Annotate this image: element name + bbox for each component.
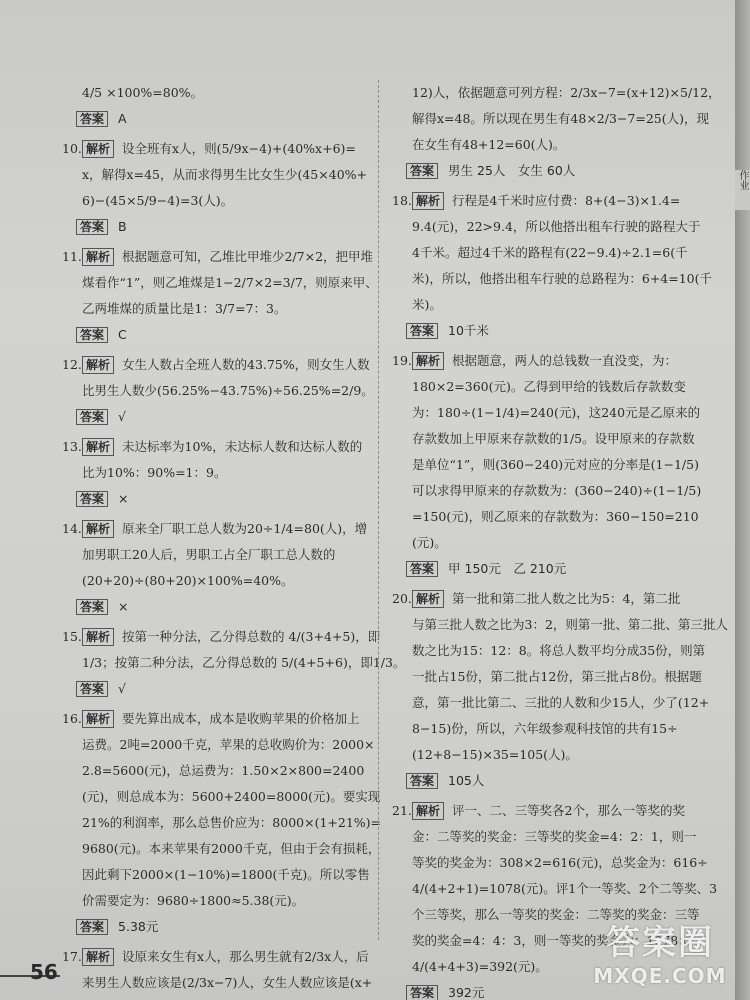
solution-line: [62, 970, 373, 996]
analysis-tag: 解析: [82, 628, 114, 646]
watermark-text-top: 答案圈: [606, 923, 714, 963]
answer-tag: 答案: [76, 219, 108, 235]
answer-value: 392元: [448, 985, 485, 1000]
solution-line: [62, 758, 365, 784]
answer-value: 10千米: [448, 323, 489, 338]
answer-tag: 答案: [76, 681, 108, 697]
solution-line: [62, 378, 374, 404]
solution-line: [62, 460, 362, 486]
analysis-tag: 解析: [82, 248, 114, 266]
solution-text: (20+20)÷(80+20)×100%=40%。: [82, 573, 294, 588]
solution-text: 加男职工20人后，男职工占全厂职工总人数的: [82, 547, 336, 562]
left-column: [62, 80, 406, 1000]
question-number: 16.: [62, 711, 82, 726]
question-number: 14.: [62, 521, 82, 536]
solution-text: 设全班有x人，则(5/9x−4)+(40%x+6)=: [122, 141, 356, 156]
solution-item: [62, 244, 378, 348]
question-number: 11.: [62, 249, 82, 264]
answer-line: [62, 594, 362, 620]
solution-text: 180×2=360(元)。乙得到甲给的钱数后存款数变: [412, 379, 686, 394]
solution-line: [392, 266, 713, 292]
question-number: 19.: [392, 353, 412, 368]
answer-value: 甲 150元 乙 210元: [448, 561, 567, 576]
solution-line: [62, 624, 381, 650]
solution-text: 女生人数占全班人数的43.75%，则女生人数: [122, 357, 370, 372]
solution-text: (元)，则总成本为：5600+2400=8000(元)。要实现: [82, 789, 381, 804]
solution-line: [392, 850, 708, 876]
watermark-logo: [585, 915, 735, 995]
solution-line: [392, 374, 702, 400]
solution-text: x，解得x=45，从而求得男生比女生少(45×40%+: [82, 167, 367, 182]
solution-text: 因此剩下2000×(1−10%)=1800(千克)。所以零售: [82, 867, 370, 882]
answer-tag: 答案: [76, 327, 108, 343]
solution-line: [392, 504, 702, 530]
solution-line: [62, 862, 370, 888]
question-number: 13.: [62, 439, 82, 454]
solution-line: [62, 352, 370, 378]
solution-line: [62, 888, 362, 914]
side-tab: 作业: [735, 170, 750, 210]
solution-item: [62, 624, 406, 702]
column-divider: [378, 80, 379, 940]
solution-item: [62, 136, 367, 240]
analysis-tag: 解析: [412, 590, 444, 608]
solution-text: 1/3；按第二种分法，乙分得总数的 5/(4+5+6)，即1/3。: [82, 655, 406, 670]
watermark-text-bottom: MXQE.COM: [593, 964, 727, 988]
solution-text: 来男生人数应该是(2/3x−7)人，女生人数应该是(x+: [82, 975, 373, 990]
solution-line: [392, 690, 710, 716]
solution-line: [62, 542, 362, 568]
answer-line: [62, 404, 362, 430]
solution-text: (12+8−15)×35=105(人)。: [412, 747, 578, 762]
solution-item: [392, 80, 721, 184]
solution-text: 一批占15份，第二批占12份，第三批占8份。根据题: [412, 669, 702, 684]
solution-line: [62, 244, 374, 270]
solution-text: 4/(4+2+1)=1078(元)。评1个一等奖、2个二等奖、3: [412, 881, 718, 896]
solution-text: 米)，所以，他搭出租车行驶的总路程为：6+4=10(千: [412, 271, 713, 286]
solution-text: 4/(4+4+3)=392(元)。: [412, 959, 548, 974]
solution-text: 根据题意可知，乙堆比甲堆少2/7×2，把甲堆: [122, 249, 374, 264]
analysis-tag: 解析: [82, 948, 114, 966]
solution-line: [392, 612, 728, 638]
solution-line: [62, 732, 375, 758]
solution-text: 4/5 ×100%=80%。: [82, 85, 204, 100]
analysis-tag: 解析: [412, 192, 444, 210]
answer-line: [62, 914, 362, 940]
solution-item: [62, 944, 373, 996]
question-number: 20.: [392, 591, 412, 606]
solution-line: [392, 638, 706, 664]
answer-tag: 答案: [76, 111, 108, 127]
answer-tag: 答案: [406, 323, 438, 339]
solution-text: 是单位“1”，则(360−240)元对应的分率是(1−1/5): [412, 457, 699, 472]
solution-line: [62, 944, 369, 970]
solution-line: [392, 664, 702, 690]
answer-line: [392, 768, 702, 794]
solution-text: 在女生有48+12=60(人)。: [412, 137, 566, 152]
analysis-tag: 解析: [82, 520, 114, 538]
solution-text: 可以求得甲原来的存款数为：(360−240)÷(1−1/5): [412, 483, 702, 498]
solution-text: 按第一种分法，乙分得总数的 4/(3+4+5)，即: [122, 629, 381, 644]
answer-tag: 答案: [406, 985, 438, 1000]
solution-text: (元)。: [412, 535, 447, 550]
question-number: 21.: [392, 803, 412, 818]
solution-line: [392, 798, 702, 824]
solution-text: 设原来女生有x人，那么男生就有2/3x人，后: [122, 949, 369, 964]
solution-text: 与第三批人数之比为3：2，则第一批、第二批、第三批人: [412, 617, 728, 632]
solution-text: 数之比为15：12：8。将总人数平均分成35份，则第: [412, 643, 706, 658]
analysis-tag: 解析: [82, 710, 114, 728]
solution-line: [62, 188, 362, 214]
answer-value: 5.38元: [118, 919, 159, 934]
solution-text: 运费。2吨=2000千克，苹果的总收购价为：2000×: [82, 737, 375, 752]
answer-tag: 答案: [76, 409, 108, 425]
analysis-tag: 解析: [412, 352, 444, 370]
analysis-tag: 解析: [82, 438, 114, 456]
solution-text: 21%的利润率，那么总售价应为：8000×(1+21%)=: [82, 815, 382, 830]
solution-text: 等奖的奖金为：308×2=616(元)，总奖金为：616÷: [412, 855, 708, 870]
answer-value: √: [118, 681, 126, 696]
solution-text: 解得x=48。所以现在男生有48×2/3−7=25(人)，现: [412, 111, 709, 126]
solution-item: [392, 586, 728, 794]
answer-tag: 答案: [406, 163, 438, 179]
solution-line: [62, 80, 362, 106]
answer-value: ×: [118, 599, 129, 614]
solution-line: [392, 292, 702, 318]
solution-line: [62, 162, 367, 188]
solution-line: [392, 106, 709, 132]
answer-line: [62, 322, 362, 348]
solution-line: [62, 810, 382, 836]
solution-line: [62, 650, 406, 676]
solution-line: [392, 478, 702, 504]
solution-line: [392, 214, 702, 240]
solution-line: [62, 296, 362, 322]
solution-line: [392, 132, 702, 158]
answer-value: √: [118, 409, 126, 424]
analysis-tag: 解析: [412, 802, 444, 820]
answer-line: [392, 158, 702, 184]
solution-text: 9.4(元)，22>9.4，所以他搭出租车行驶的路程大于: [412, 219, 701, 234]
answer-line: [392, 318, 702, 344]
answer-value: B: [118, 219, 127, 234]
answer-line: [62, 486, 362, 512]
answer-value: 105人: [448, 773, 485, 788]
answer-line: [62, 676, 362, 702]
answer-line: [392, 556, 702, 582]
answer-tag: 答案: [76, 599, 108, 615]
solution-text: 未达标率为10%，未达标人数和达标人数的: [122, 439, 363, 454]
solution-text: 比为10%：90%=1：9。: [82, 465, 227, 480]
solution-line: [62, 136, 362, 162]
answer-value: A: [118, 111, 127, 126]
question-number: 10.: [62, 141, 82, 156]
right-column: [392, 80, 728, 1000]
solution-text: 为：180÷(1−1/4)=240(元)，这240元是乙原来的: [412, 405, 701, 420]
answer-line: [62, 214, 362, 240]
solution-text: 评一、二、三等奖各2个，那么一等奖的奖: [452, 803, 685, 818]
answer-tag: 答案: [406, 561, 438, 577]
answer-tag: 答案: [76, 919, 108, 935]
solution-line: [392, 80, 721, 106]
solution-text: 根据题意，两人的总钱数一直没变，为：: [452, 353, 678, 368]
solution-text: 乙两堆煤的质量比是1：3/7=7：3。: [82, 301, 287, 316]
solution-line: [62, 784, 381, 810]
solution-text: 奖的奖金=4：4：3，则一等奖的奖金为：1078×: [412, 933, 689, 948]
solution-text: 行程是4千米时应付费：8+(4−3)×1.4=: [452, 193, 681, 208]
answer-value: C: [118, 327, 127, 342]
solution-line: [62, 434, 362, 460]
solution-line: [62, 270, 378, 296]
question-number: 12.: [62, 357, 82, 372]
solution-line: [392, 452, 702, 478]
solution-text: 米)。: [412, 297, 442, 312]
solution-item: [62, 706, 382, 940]
solution-line: [62, 568, 362, 594]
solution-line: [392, 876, 718, 902]
solution-line: [392, 240, 702, 266]
solution-text: 第一批和第二批人数之比为5：4，第二批: [452, 591, 681, 606]
solution-text: 4千米。超过4千米的路程有(22−9.4)÷2.1=6(千: [412, 245, 688, 260]
solution-text: 存款数加上甲原来存款数的1/5。设甲原来的存款数: [412, 431, 695, 446]
solution-item: [62, 352, 374, 430]
solution-line: [392, 716, 702, 742]
solution-item: [62, 80, 362, 132]
solution-line: [62, 516, 368, 542]
solution-item: [62, 516, 368, 620]
solution-text: 煤看作“1”，则乙堆煤是1−2/7×2=3/7，则原来甲、: [82, 275, 378, 290]
page-number: 56: [30, 960, 58, 984]
solution-text: =150(元)，则乙原来的存款数为：360−150=210: [412, 509, 699, 524]
solution-text: 个三等奖，那么一等奖的奖金：二等奖的奖金：三等: [412, 907, 700, 922]
solution-item: [62, 434, 362, 512]
solution-line: [62, 706, 362, 732]
solution-line: [392, 742, 702, 768]
solution-line: [392, 188, 702, 214]
solution-text: 要先算出成本，成本是收购苹果的价格加上: [122, 711, 360, 726]
solution-text: 比男生人数少(56.25%−43.75%)÷56.25%=2/9。: [82, 383, 374, 398]
solution-line: [392, 824, 702, 850]
solution-text: 2.8=5600(元)，总运费为：1.50×2×800=2400: [82, 763, 365, 778]
solution-item: [392, 188, 713, 344]
answer-tag: 答案: [406, 773, 438, 789]
solution-text: 8−15)份，所以，六年级参观科技馆的共有15÷: [412, 721, 678, 736]
solution-line: [392, 400, 702, 426]
solution-line: [392, 586, 702, 612]
solution-text: 价需要定为：9680÷1800≈5.38(元)。: [82, 893, 305, 908]
solution-line: [392, 348, 702, 374]
answer-line: [62, 106, 362, 132]
solution-text: 12)人，依据题意可列方程：2/3x−7=(x+12)×5/12，: [412, 85, 721, 100]
solution-text: 原来全厂职工总人数为20÷1/4=80(人)，增: [122, 521, 368, 536]
solution-line: [62, 836, 381, 862]
solution-line: [392, 426, 702, 452]
adjacent-page-edge: [735, 0, 750, 1000]
analysis-tag: 解析: [82, 356, 114, 374]
question-number: 17.: [62, 949, 82, 964]
solution-item: [392, 348, 702, 582]
solution-text: 9680(元)。本来苹果有2000千克，但由于会有损耗，: [82, 841, 381, 856]
question-number: 15.: [62, 629, 82, 644]
answer-value: ×: [118, 491, 129, 506]
solution-line: [392, 530, 702, 556]
answer-tag: 答案: [76, 491, 108, 507]
answer-value: 男生 25人 女生 60人: [448, 163, 576, 178]
analysis-tag: 解析: [82, 140, 114, 158]
solution-text: 意，第一批比第二、三批的人数和少15人，少了(12+: [412, 695, 710, 710]
solution-text: 6)−(45×5/9−4)=3(人)。: [82, 193, 234, 208]
solution-text: 金：二等奖的奖金：三等奖的奖金=4：2：1，则一: [412, 829, 697, 844]
question-number: 18.: [392, 193, 412, 208]
